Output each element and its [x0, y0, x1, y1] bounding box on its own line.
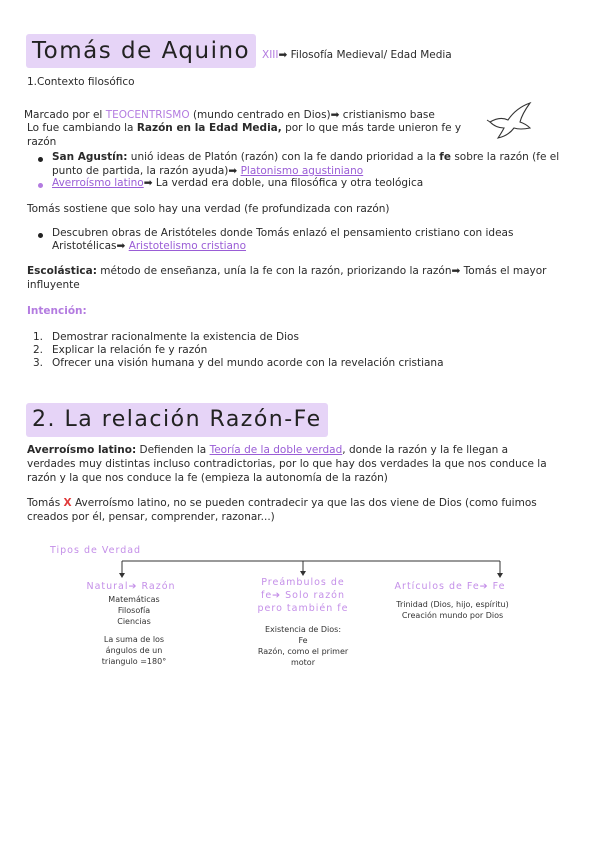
branch-natural-item: Filosofía [117, 606, 151, 615]
aristotelismo-link[interactable]: Aristotelismo cristiano [128, 240, 247, 252]
intencion-heading: Intención: [27, 305, 87, 317]
agustin-item: San Agustín: unió ideas de Platón (razón) con la fe dando prioridad a la fe sobre la razón (fe el [52, 151, 560, 163]
tomas-statement: Tomás sostiene que solo hay una verdad (fe profundizada con razón) [27, 203, 390, 215]
intencion-item: 1. [33, 331, 44, 343]
branch-natural-title: Natural➔ Razón [86, 581, 176, 592]
averroismo-item: Averroísmo latino➡ La verdad era doble, una filosófica y otra teológica [52, 177, 424, 189]
branch-natural-item: Ciencias [117, 617, 151, 626]
intencion-item-text: Demostrar racionalmente la existencia de Dios [52, 331, 299, 343]
page-title: Tomás de Aquino [26, 34, 256, 68]
tomas-vs-averroismo: Tomás X Averroísmo latino, no se pueden contradecir ya que las dos viene de Dios (como fuimos [27, 497, 537, 509]
branch-preambulos-title: Preámbulos de [261, 577, 345, 588]
branch-preambulos-item: motor [290, 658, 315, 667]
branch-preambulos-item: Razón, como el primer [257, 647, 349, 656]
escolastica-line-2: influyente [27, 279, 80, 291]
platonismo-link[interactable]: Platonismo agustiniano [240, 165, 364, 177]
branch-preambulos-item: Existencia de Dios: [264, 625, 342, 634]
section-heading-1: 1.Contexto filosófico [27, 76, 135, 88]
intencion-item: 2. [33, 344, 44, 356]
averroismo-definition-2: verdades muy distintas incluso contradictorias, por lo que hay dos verdades la que nos conduce la [27, 458, 547, 470]
escolastica-line: Escolástica: método de enseñanza, unía la fe con la razón, priorizando la razón➡ Tomás el mayor [27, 265, 547, 277]
branch-natural-item: Matemáticas [108, 595, 160, 604]
doble-verdad-link[interactable]: Teoría de la doble verdad [209, 444, 343, 456]
branch-natural-example: ángulos de un [105, 646, 163, 655]
averroismo-definition-3: razón y la que nos conduce la fe (empieza la autonomía de la razón) [27, 472, 388, 484]
intencion-item-text: Explicar la relación fe y razón [52, 344, 208, 356]
branch-preambulos-title: pero también fe [257, 603, 349, 614]
aristoteles-item: Descubren obras de Aristóteles donde Tomás enlazó el pensamiento cristiano con ideas [52, 227, 514, 239]
branch-preambulos-item: Fe [298, 636, 308, 645]
intencion-item: 3. [33, 357, 44, 369]
intro-line-2: Lo fue cambiando la Razón en la Edad Media, por lo que más tarde unieron fe y razón [27, 122, 462, 148]
agustin-item-cont: punto de partida, la razón ayuda)➡ Platonismo agustiniano [52, 165, 364, 177]
diagram-root: Tipos de Verdad [50, 545, 142, 556]
branch-natural-example: triangulo =180° [101, 657, 167, 666]
tomas-vs-averroismo-2: creados por él, pensar, comprender, razonar...) [27, 511, 275, 523]
averroismo-definition: Averroísmo latino: Defienden la Teoría de la doble verdad, donde la razón y la fe llegan a [27, 444, 509, 456]
intencion-item-text: Ofrecer una visión humana y del mundo acorde con la revelación cristiana [52, 357, 444, 369]
averroismo-link[interactable]: Averroísmo latino [52, 177, 144, 189]
intro-line-1: Marcado por el TEOCENTRISMO (mundo centrado en Dios)➡ cristianismo base [24, 109, 435, 121]
section-2-title: 2. La relación Razón-Fe [26, 403, 328, 437]
branch-articulos-title: Artículos de Fe➔ Fe [394, 581, 506, 592]
page-subtitle: XIII➡ Filosofía Medieval/ Edad Media [262, 49, 452, 61]
branch-preambulos-title: fe➔ Solo razón [260, 590, 346, 601]
branch-articulos-item: Trinidad (Dios, hijo, espíritu) [396, 600, 509, 609]
aristoteles-item-cont: Aristotélicas➡ Aristotelismo cristiano [52, 240, 247, 252]
branch-natural-example: La suma de los [103, 635, 165, 644]
branch-articulos-item: Creación mundo por Dios [401, 611, 504, 620]
